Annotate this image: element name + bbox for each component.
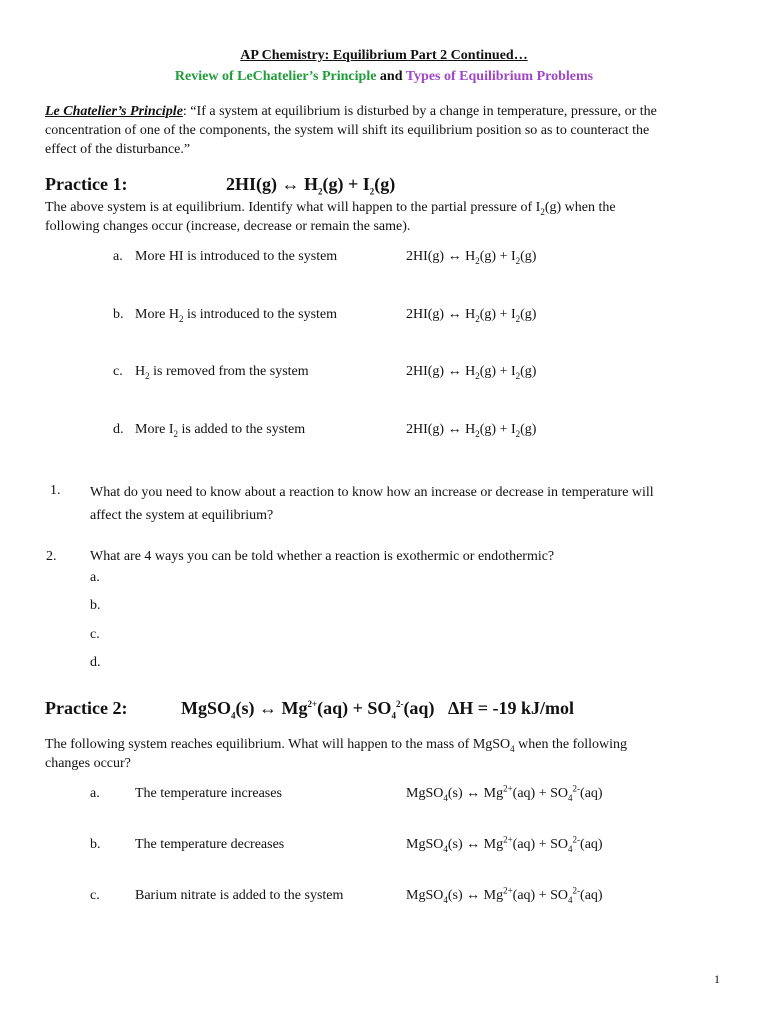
page-number: 1 <box>714 972 720 986</box>
question-2-letter-a: a. <box>90 570 100 585</box>
practice-1-item-d-text: More $I_2$ is added to the system <box>135 422 306 439</box>
question-2-number: 2. <box>46 549 57 564</box>
practice-2-equation: MgSO$_4$(s) ↔ $Mg^{2+}(aq) + SO_4^{2-}(aq)$ ΔH = -19 kJ/mol <box>181 698 574 721</box>
question-2-letter-c: c. <box>90 627 100 642</box>
practice-2-item-c-equation: MgSO$_4$(s) ↔ $Mg^{2+}(aq) + SO_4^{2-}(aq)$ <box>406 885 603 905</box>
equilibrium-arrow-icon: ↔ <box>447 249 462 264</box>
question-2-text: What are 4 ways you can be told whether a reaction is exothermic or endothermic? <box>90 549 555 564</box>
practice-1-intro: The above system is at equilibrium. Identify what will happen to the partial pressure of $I_2(g)$ when the following changes occur (increase, decrease or remain the same). <box>45 200 616 234</box>
practice-1-item-b-text: More $H_2$ is introduced to the system <box>135 307 338 324</box>
practice-1-item-a-letter: a. <box>113 249 123 264</box>
equilibrium-arrow-icon: ↔ <box>281 174 300 194</box>
practice-1-item-d-equation: 2HI(g) ↔ $H_2(g) + I_2(g)$ <box>406 422 537 439</box>
page-title: AP Chemistry: Equilibrium Part 2 Continued… <box>240 48 528 63</box>
subtitle-lechatelier: Review of LeChatelier’s Principle <box>174 69 377 84</box>
practice-1-item-d-letter: d. <box>113 422 124 437</box>
practice-1-equation: 2HI(g) ↔ $H_2(g) + I_2(g)$ <box>226 174 396 197</box>
practice-1-item-c-text: $H_2$ is removed from the system <box>135 364 309 381</box>
lechatelier-label: Le Chatelier’s Principle <box>45 104 183 119</box>
practice-2-item-c-letter: c. <box>90 888 100 903</box>
practice-1-item-b-letter: b. <box>113 307 124 322</box>
lechatelier-line-1: Le Chatelier’s Principle: “If a system at equilibrium is disturbed by a change in temperature, pressure, or the <box>45 104 657 119</box>
practice-2-intro: The following system reaches equilibrium. What will happen to the mass of MgSO$_4$ when the following changes occur? <box>45 737 628 771</box>
subtitle-equilibrium-problems: Types of Equilibrium Problems <box>405 69 594 84</box>
lechatelier-line-2: concentration of one of the components, the system will shift its equilibrium position so as to counteract the <box>45 123 650 138</box>
equilibrium-arrow-icon: ↔ <box>466 837 481 852</box>
question-2-letter-d: d. <box>90 655 101 670</box>
equilibrium-arrow-icon: ↔ <box>447 364 462 379</box>
practice-1-item-c-equation: 2HI(g) ↔ $H_2(g) + I_2(g)$ <box>406 364 537 381</box>
equilibrium-arrow-icon: ↔ <box>466 786 481 801</box>
practice-2-item-b-letter: b. <box>90 837 101 852</box>
question-1-text: What do you need to know about a reaction to know how an increase or decrease in temperature will affect the system at equilibrium? <box>90 485 654 523</box>
question-1-number: 1. <box>50 483 61 498</box>
practice-1-item-a-text: More HI is introduced to the system <box>135 249 338 264</box>
practice-1-item-a-equation: 2HI(g) ↔ $H_2(g) + I_2(g)$ <box>406 249 537 266</box>
practice-2-item-b-equation: MgSO$_4$(s) ↔ $Mg^{2+}(aq) + SO_4^{2-}(aq)$ <box>406 834 603 854</box>
question-2-letter-b: b. <box>90 598 101 613</box>
lechatelier-line-3: effect of the disturbance.” <box>45 142 191 157</box>
practice-2-item-a-text: The temperature increases <box>135 786 282 801</box>
practice-2-item-c-text: Barium nitrate is added to the system <box>135 888 344 903</box>
equilibrium-arrow-icon: ↔ <box>466 888 481 903</box>
lechatelier-paragraph <box>45 102 735 159</box>
enthalpy-change: ΔH = -19 kJ/mol <box>447 698 574 718</box>
practice-2-item-b-text: The temperature decreases <box>135 837 285 852</box>
practice-1-label: Practice 1: <box>45 174 128 194</box>
practice-2-item-a-equation: MgSO$_4$(s) ↔ $Mg^{2+}(aq) + SO_4^{2-}(aq)$ <box>406 783 603 803</box>
practice-1-item-b-equation: 2HI(g) ↔ $H_2(g) + I_2(g)$ <box>406 307 537 324</box>
equilibrium-arrow-icon: ↔ <box>447 422 462 437</box>
equilibrium-arrow-icon: ↔ <box>259 698 278 718</box>
equilibrium-arrow-icon: ↔ <box>447 307 462 322</box>
practice-1-item-c-letter: c. <box>113 364 123 379</box>
page-subtitle <box>0 69 768 85</box>
practice-2-item-a-letter: a. <box>90 786 100 801</box>
subtitle-and: and <box>379 69 403 84</box>
practice-2-label: Practice 2: <box>45 698 128 718</box>
